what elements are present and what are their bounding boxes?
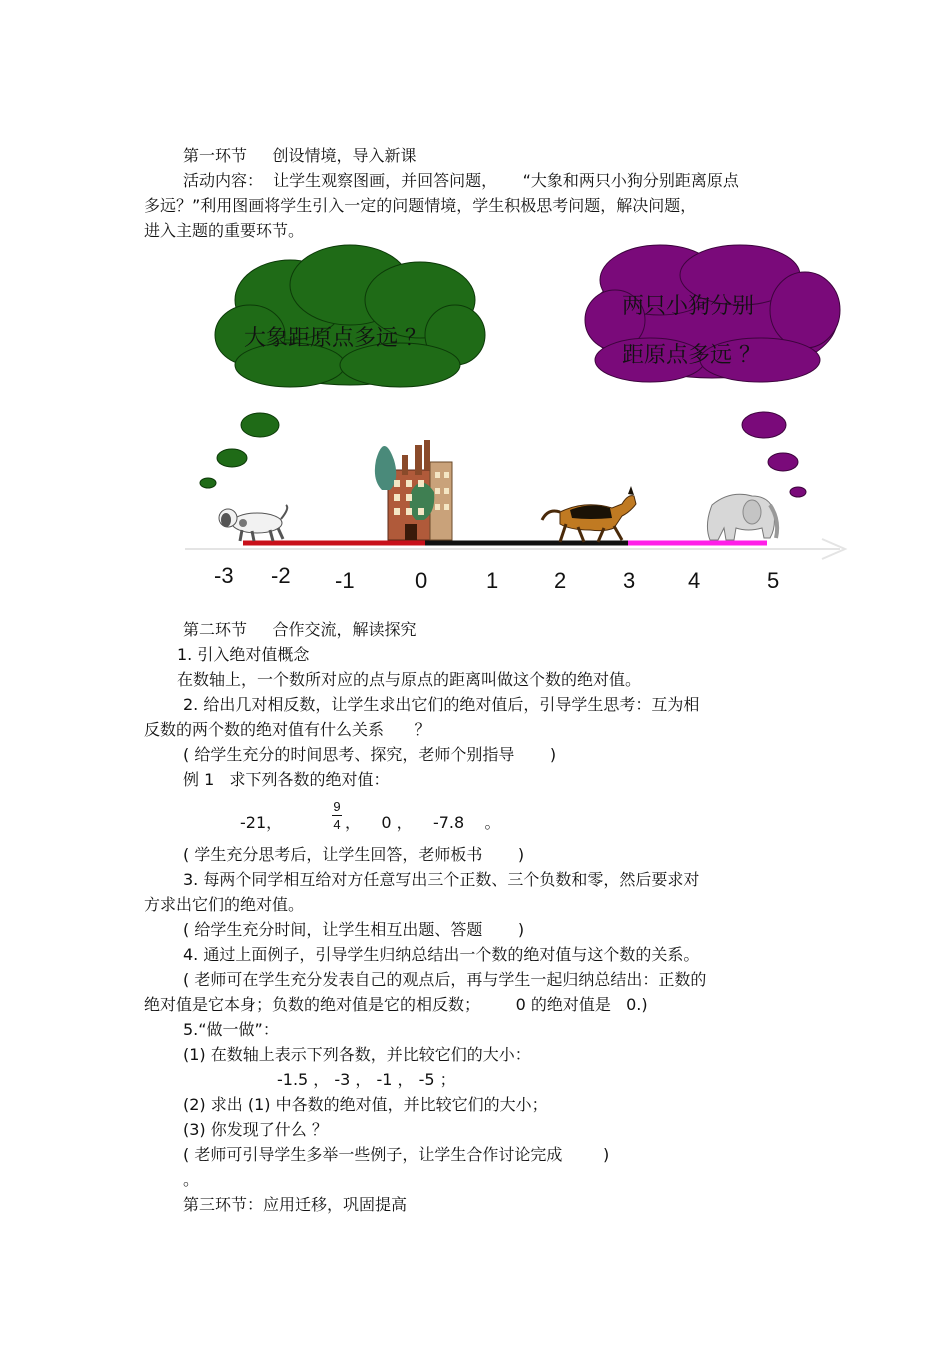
section2-line4: ( 给学生充分的时间思考、探究，老师个别指导 ) — [183, 745, 557, 764]
section2-line7b: 方求出它们的绝对值。 — [144, 895, 305, 914]
section2-line16: ( 老师可引导学生多举一些例子，让学生合作讨论完成 ) — [183, 1145, 610, 1164]
section2-line15: (3) 你发现了什么 ？ — [183, 1120, 328, 1139]
axis-label-0: 0 — [415, 568, 428, 593]
section2-line13: -1.5 ， -3 ， -1 ， -5 ； — [277, 1070, 456, 1089]
example-values-rest: ， 0 ， -7.8 。 — [345, 813, 501, 832]
small-dog-illustration — [219, 505, 287, 541]
building-illustration — [375, 440, 452, 540]
purple-thought-cloud — [585, 245, 840, 497]
section2-line2: 在数轴上，一个数所对应的点与原点的距离叫做这个数的绝对值。 — [177, 670, 642, 689]
section2-line9: 4. 通过上面例子，引导学生归纳总结出一个数的绝对值与这个数的关系。 — [183, 945, 700, 964]
section2-line8: ( 给学生充分时间，让学生相互出题、答题 ) — [183, 920, 525, 939]
axis-label-neg3: -3 — [214, 563, 234, 588]
section2-line12: (1) 在数轴上表示下列各数，并比较它们的大小： — [183, 1045, 531, 1064]
fraction-numerator: 9 — [333, 799, 341, 814]
number-line-illustration — [0, 0, 950, 620]
section2-heading: 第二环节 合作交流，解读探究 — [183, 620, 417, 639]
axis-label-2: 2 — [554, 568, 567, 593]
axis-label-1: 1 — [486, 568, 499, 593]
section1-paragraph-line2: 多远？”利用图画将学生引入一定的问题情境，学生积极思考问题，解决问题， — [144, 196, 697, 215]
fraction-denominator: 4 — [333, 817, 341, 832]
section1-paragraph-line1: 活动内容： 让学生观察图画，并回答问题， “大象和两只小狗分别距离原点 — [183, 171, 739, 190]
axis-label-5: 5 — [767, 568, 780, 593]
section1-heading: 第一环节 创设情境，导入新课 — [183, 146, 417, 165]
axis-label-neg1: -1 — [335, 568, 355, 593]
example-fraction — [332, 799, 342, 832]
shepherd-dog-illustration — [542, 486, 636, 542]
green-thought-cloud — [200, 245, 485, 488]
section2-line17: 。 — [183, 1170, 200, 1189]
section2-line10b: 绝对值是它本身；负数的绝对值是它的相反数； 0 的绝对值是 0.) — [144, 995, 648, 1014]
elephant-illustration — [707, 494, 777, 540]
section2-line14: (2) 求出 (1) 中各数的绝对值，并比较它们的大小； — [183, 1095, 548, 1114]
section2-line7a: 3. 每两个同学相互给对方任意写出三个正数、三个负数和零，然后要求对 — [183, 870, 700, 889]
section2-line1: 1. 引入绝对值概念 — [177, 645, 310, 664]
section2-example-heading: 例 1 求下列各数的绝对值： — [183, 770, 390, 789]
section1-paragraph-line3: 进入主题的重要环节。 — [144, 221, 305, 240]
axis-label-4: 4 — [688, 568, 701, 593]
section2-line3a: 2. 给出几对相反数，让学生求出它们的绝对值后，引导学生思考：互为相 — [183, 695, 700, 714]
left-cloud-text: 大象距原点多远 ？ — [244, 326, 427, 351]
section2-line6: ( 学生充分思考后，让学生回答，老师板书 ) — [183, 845, 525, 864]
section2-line10a: ( 老师可在学生充分发表自己的观点后，再与学生一起归纳总结出：正数的 — [183, 970, 707, 989]
right-cloud-text-line1: 两只小狗分别 — [622, 294, 755, 319]
section2-line11: 5.“做一做”： — [183, 1020, 279, 1039]
section3-heading: 第三环节：应用迁移，巩固提高 — [183, 1195, 408, 1214]
axis-label-neg2: -2 — [271, 563, 291, 588]
right-cloud-text-line2: 距原点多远 ？ — [622, 343, 761, 368]
section2-line3b: 反数的两个数的绝对值有什么关系 ？ — [144, 720, 431, 739]
fraction-bar — [332, 815, 342, 816]
axis-label-3: 3 — [623, 568, 636, 593]
example-value-neg21: -21， — [240, 813, 283, 832]
